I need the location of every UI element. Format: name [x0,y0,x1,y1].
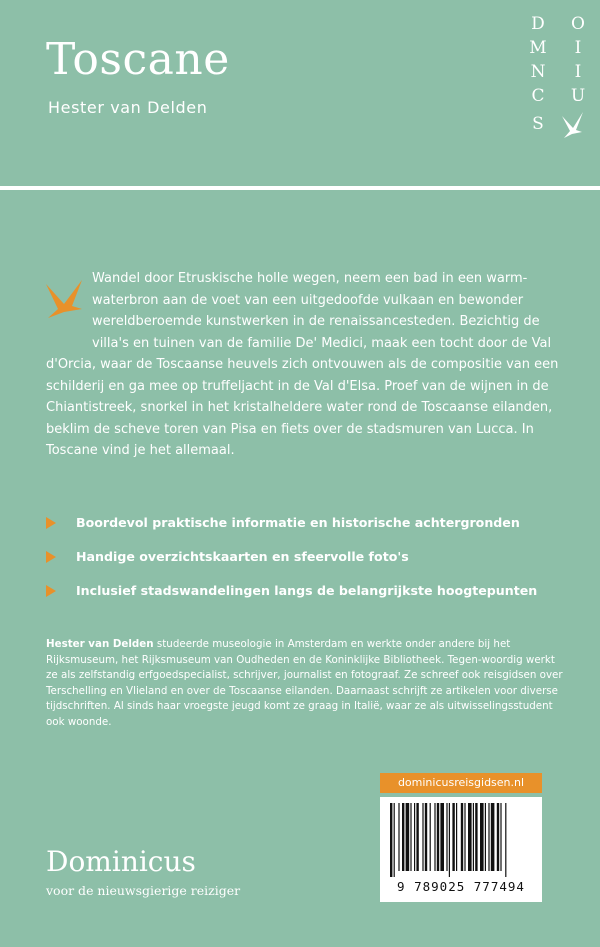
orange-triangle-icon [46,517,56,529]
barcode-bar [491,803,495,871]
publisher-name: Dominicus [46,845,196,878]
logo-row: S [532,114,544,134]
barcode-bar [425,803,427,871]
dominicus-vertical-logo [528,14,588,154]
logo-row: M I [529,38,582,58]
barcode-bars [388,803,534,877]
barcode-bar [416,803,418,871]
barcode-bar [437,803,439,871]
barcode-bar [475,803,477,871]
feature-item: Boordevol praktische informatie en historische achtergronden [46,513,586,547]
barcode-bar [440,803,444,871]
logo-row: D O [531,14,585,34]
barcode-bar [480,803,484,871]
barcode-bar [394,803,395,877]
barcode-bar [398,803,399,871]
isbn-number: 9 789025 777494 [397,879,525,894]
header-divider [0,186,600,190]
orange-triangle-icon [46,585,56,597]
barcode-bar [446,803,447,871]
feature-item: Handige overzichtskaarten en sfeervolle foto's [46,547,586,581]
barcode-bar [430,803,431,871]
barcode-bar [461,803,463,871]
barcode-bar [464,803,465,871]
barcode-bar [488,803,489,871]
barcode-bar [485,803,486,871]
bird-logo-icon [560,110,586,140]
barcode-bar [390,803,392,877]
author-bio: Hester van Delden studeerde museologie in Amsterdam en werkte onder andere bij het Rijksmuseum, het Rijksmuseum van Oudheden en de Koninklijke Bibliotheek. Tegen-woordig werkt ze als zelfstandig erfgoedspecialist, schrijver, journalist en fotograaf. Ze schreef ook reisgidsen over Terschelling en Vlieland en over de Toscaanse eilanden. Daarnaast schrijft ze artikelen voor diverse tijdschriften. Al sinds haar vroegste jeugd komt ze graag in Italië, waar ze als uitwisselingsstudent ook woonde. [46,638,563,728]
barcode-bar [452,803,454,871]
feature-item: Inclusief stadswandelingen langs de belangrijkste hoogtepunten [46,581,586,615]
barcode-bar [468,803,472,871]
barcode-bar [473,803,474,871]
author-name: Hester van Delden [48,98,208,117]
barcode-bar [402,803,404,871]
barcode-bar [456,803,457,871]
website-url: dominicusreisgidsen.nl [380,773,542,793]
barcode-bar [406,803,410,871]
orange-triangle-icon [46,551,56,563]
barcode-bar [505,803,506,877]
barcode-bar [500,803,501,871]
barcode-bar [414,803,415,871]
barcode [380,797,542,902]
logo-row: C U [531,86,586,106]
logo-row: N I [530,62,582,82]
barcode-bar [449,803,450,877]
publisher-tagline: voor de nieuwsgierige reiziger [46,883,241,898]
feature-list [46,513,586,615]
barcode-bar [497,803,499,871]
barcode-bar [410,803,411,871]
intro-paragraph: Wandel door Etruskische holle wegen, neem een bad in een warm-waterbron aan de voet van een uitgedoofde vulkaan en bewonder wereldberoemde kunstwerken in de renaissancesteden. Bezichtig de villa's en tuinen van de familie De' Medici, maak een tocht door de Val d'Orcia, waar de Toscaanse heuvels zich ontvouwen als de compositie van een schilderij en ga mee op truffeljacht in de Val d'Elsa. Proef van de wijnen in de Chiantistreek, snorkel in het kristalheldere water rond de Toscaanse eilanden, beklim de scheve toren van Pisa en fiets over de stadsmuren van Lucca. In Toscane vind je het allemaal. [46,271,559,458]
bio-author-name: Hester van Delden [46,638,154,650]
barcode-bar [434,803,435,871]
barcode-bar [422,803,423,871]
book-title: Toscane [46,34,230,85]
